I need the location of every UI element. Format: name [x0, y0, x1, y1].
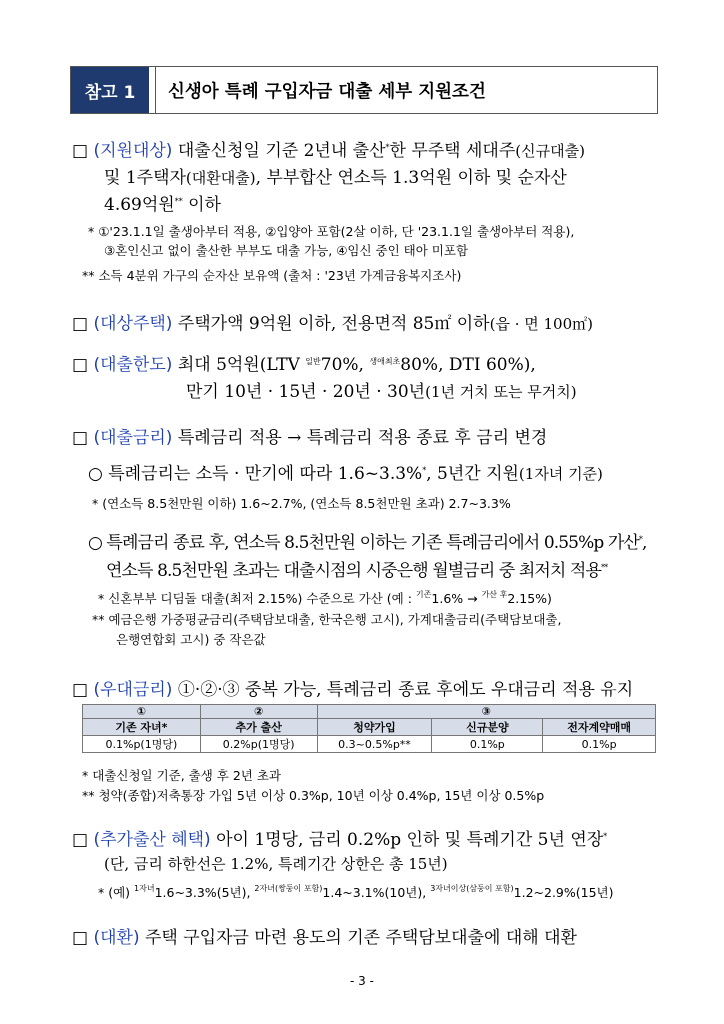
target-label: (지원대상)	[93, 141, 173, 161]
group-header: ③	[317, 705, 655, 719]
rate-item-1: ○ 특례금리는 소득 · 만기에 따라 1.6~3.3%*, 5년간 지원(1자녀 기준)	[88, 464, 603, 484]
refi-line: □ (대환) 주택 구입자금 마련 용도의 기존 주택담보대출에 대해 대환	[72, 928, 577, 948]
house-line: □ (대상주택) 주택가액 9억원 이하, 전용면적 85㎡ 이하(읍 · 면 100㎡)	[72, 314, 593, 334]
target-note-2: ③혼인신고 없이 출산한 부부도 대출 가능, ④임신 중인 태아 미포함	[104, 243, 469, 258]
rate-item-2-line-1: ○ 특례금리 종료 후, 연소득 8.5천만원 이하는 기존 특례금리에서 0.55%p 가산*,	[88, 533, 647, 553]
table-cell: 0.3~0.5%p**	[317, 736, 432, 753]
rate-item-2-line-2: 연소득 8.5천만원 초과는 대출시점의 시중은행 월별금리 중 최저치 적용**	[106, 561, 608, 581]
refi-label: (대환)	[93, 928, 140, 948]
pref-line: □ (우대금리) ①·②·③ 중복 가능, 특례금리 종료 후에도 우대금리 적용 유지	[72, 680, 634, 700]
rate-line: □ (대출금리) 특례금리 적용 → 특례금리 적용 종료 후 금리 변경	[72, 428, 548, 448]
table-cell: 0.2%p(1명당)	[200, 736, 317, 753]
group-header: ②	[200, 705, 317, 719]
extra-label: (추가출산 혜택)	[93, 830, 211, 850]
column-header: 신규분양	[432, 719, 543, 736]
preferential-rate-table	[82, 704, 656, 753]
table-cell: 0.1%p	[432, 736, 543, 753]
column-header: 기존 자녀*	[83, 719, 201, 736]
target-line-1: □ (지원대상) 대출신청일 기준 2년내 출산*한 무주택 세대주(신규대출)	[72, 141, 585, 161]
extra-line-1: □ (추가출산 혜택) 아이 1명당, 금리 0.2%p 인하 및 특례기간 5년 연장*	[72, 830, 608, 850]
column-header: 전자계약매매	[543, 719, 656, 736]
title-box	[70, 66, 658, 114]
extra-note: * (예) $^{1자녀}$1.6~3.3%(5년), $^{2자녀(쌍둥이 포함)}$1.4~3.1%(10년), $^{3자녀이상(삼둥이 포함)}$1.2~2.9%(15년)	[98, 884, 614, 900]
page-number: - 3 -	[350, 974, 374, 988]
column-header: 청약가입	[317, 719, 432, 736]
rate-item-2-note-2: ** 예금은행 가중평균금리(주택담보대출, 한국은행 고시), 가계대출금리(주택담보대출,	[92, 612, 562, 627]
rate-item-2-note-3: 은행연합회 고시) 중 작은값	[116, 632, 266, 647]
extra-line-2: (단, 금리 하한선은 1.2%, 특례기간 상한은 총 15년)	[104, 855, 448, 873]
rate-label: (대출금리)	[93, 428, 173, 448]
target-line-2: 및 1주택자(대환대출), 부부합산 연소득 1.3억원 이하 및 순자산	[104, 168, 567, 188]
rate-item-2-note-1: * 신혼부부 디딤돌 대출(최저 2.15%) 수준으로 가산 (예 : $^{기존}$1.6% → $^{가산 후}$2.15%)	[98, 590, 552, 606]
pref-note-2: ** 청약(종합)저축통장 가입 5년 이상 0.3%p, 10년 이상 0.4%p, 15년 이상 0.5%p	[82, 788, 545, 803]
limit-line-1: □ (대출한도) 최대 5억원(LTV $^{일반}$70%, $^{생애최초}$80%, DTI 60%),	[72, 355, 536, 375]
target-note-3: ** 소득 4분위 가구의 순자산 보유액 (출처 : '23년 가계금융복지조사)	[82, 268, 462, 283]
target-note-1: * ①'23.1.1일 출생아부터 적용, ②입양아 포함(2살 이하, 단 '23.1.1일 출생아부터 적용),	[88, 224, 575, 239]
pref-label: (우대금리)	[93, 680, 173, 700]
table-cell: 0.1%p	[543, 736, 656, 753]
column-header: 추가 출산	[200, 719, 317, 736]
page-title: 신생아 특례 구입자금 대출 세부 지원조건	[155, 67, 657, 113]
pref-note-1: * 대출신청일 기준, 출생 후 2년 초과	[82, 768, 281, 783]
limit-label: (대출한도)	[93, 355, 173, 375]
house-label: (대상주택)	[93, 314, 173, 334]
title-tag: 참고 1	[71, 67, 149, 113]
limit-line-2: 만기 10년 · 15년 · 20년 · 30년(1년 거치 또는 무거치)	[186, 382, 577, 402]
group-header: ①	[83, 705, 201, 719]
rate-item-1-note: * (연소득 8.5천만원 이하) 1.6~2.7%, (연소득 8.5천만원 초과) 2.7~3.3%	[92, 496, 511, 511]
target-line-3: 4.69억원** 이하	[104, 195, 221, 215]
table-cell: 0.1%p(1명당)	[83, 736, 201, 753]
